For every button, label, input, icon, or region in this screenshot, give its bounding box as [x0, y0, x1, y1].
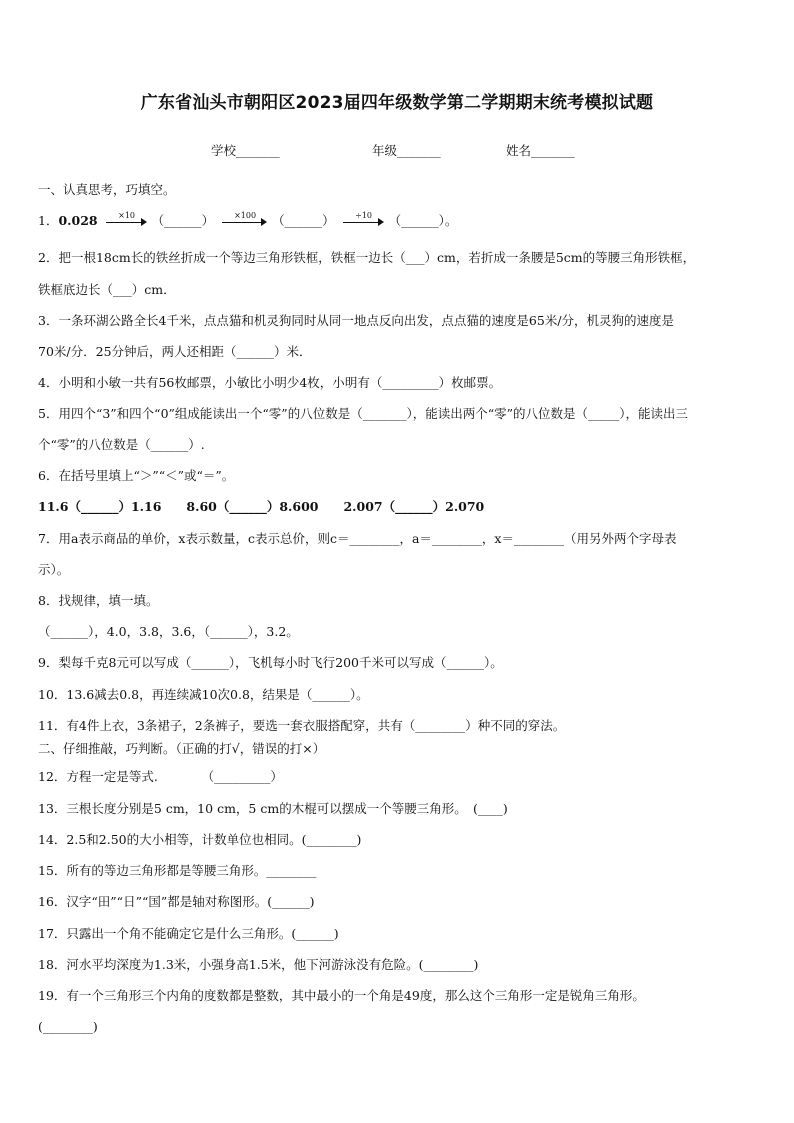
question-8-sequence: （______），4.0，3.8，3.6，（______），3.2。: [38, 624, 299, 639]
q1-blank-1[interactable]: （______）: [151, 213, 215, 228]
question-11: 11．有4件上衣，3条裙子，2条裤子，要选一套衣服搭配穿，共有（________）种不同的穿法。: [38, 718, 566, 733]
q1-number: 1．: [38, 213, 59, 228]
question-4: 4．小明和小敏一共有56枚邮票，小敏比小明少4枚，小明有（_________）枚邮票。: [38, 375, 502, 390]
q1-arrow3-label: ÷10: [355, 210, 373, 220]
exam-title: 广东省汕头市朝阳区2023届四年级数学第二学期期末统考模拟试题: [140, 93, 654, 113]
question-1: [38, 210, 458, 229]
question-16: 16．汉字“田”“日”“国”都是轴对称图形。(______): [38, 894, 315, 909]
question-14: 14．2.5和2.50的大小相等，计数单位也相同。(________): [38, 832, 362, 847]
question-17: 17．只露出一个角不能确定它是什么三角形。(______): [38, 926, 339, 941]
name-field[interactable]: 姓名_______: [506, 143, 575, 158]
question-12: 12．方程一定是等式. （_________）: [38, 769, 283, 784]
question-7-line-2: 示）。: [38, 562, 70, 577]
q1-start-value: 0.028: [58, 213, 98, 228]
q1-arrow2-label: ×100: [234, 210, 257, 220]
school-field[interactable]: 学校_______: [211, 143, 280, 158]
question-2-line-2: 铁框底边长（___）cm．: [38, 282, 176, 297]
q1-arrow1-label: ×10: [118, 210, 136, 220]
question-5-line-1: 5．用四个“3”和四个“0”组成能读出一个“零”的八位数是（_______），能读出两个“零”的八位数是（_____），能读出三: [38, 406, 688, 421]
section-2-heading: 二、仔细推敲，巧判断。（正确的打√，错误的打×）: [38, 741, 326, 756]
question-10: 10．13.6减去0.8，再连续减10次0.8，结果是（______）。: [38, 687, 369, 702]
question-7-line-1: 7．用a表示商品的单价，x表示数量，c表示总价，则c＝________，a＝________，x＝________（用另外两个字母表: [38, 531, 677, 546]
question-9: 9．梨每千克8元可以写成（______），飞机每小时飞行200千米可以写成（______）。: [38, 655, 503, 670]
question-19-line-2: (________): [38, 1019, 98, 1034]
question-15: 15．所有的等边三角形都是等腰三角形。________: [38, 863, 317, 878]
q1-blank-2[interactable]: （______）: [272, 213, 335, 228]
arrow-icon: [106, 210, 148, 229]
arrow-icon: [343, 210, 385, 229]
question-2-line-1: 2．把一根18cm长的铁丝折成一个等边三角形铁框，铁框一边长（___）cm，若折成一条腰是5cm的等腰三角形铁框，: [38, 250, 696, 265]
question-13: 13．三根长度分别是5 cm，10 cm，5 cm的木棍可以摆成一个等腰三角形。 (____): [38, 801, 508, 816]
question-19-line-1: 19．有一个三角形三个内角的度数都是整数，其中最小的一个角是49度，那么这个三角形一定是锐角三角形。: [38, 988, 645, 1003]
question-6: 6．在括号里填上“＞”“＜”或“＝”。: [38, 468, 235, 483]
grade-field[interactable]: 年级_______: [372, 143, 441, 158]
arrow-icon: [222, 210, 268, 229]
q1-blank-3[interactable]: （______）。: [388, 213, 458, 228]
question-6-items: 11.6（______）1.16 8.60（______）8.600 2.007（______）2.070: [38, 499, 485, 514]
question-5-line-2: 个“零”的八位数是（______）.: [38, 437, 205, 452]
question-18: 18．河水平均深度为1.3米，小强身高1.5米，他下河游泳没有危险。(________): [38, 957, 479, 972]
question-3-line-2: 70米/分．25分钟后，两人还相距（______）米．: [38, 344, 312, 359]
question-8: 8．找规律，填一填。: [38, 593, 159, 608]
section-1-heading: 一、认真思考，巧填空。: [38, 182, 176, 197]
question-3-line-1: 3．一条环湖公路全长4千米，点点猫和机灵狗同时从同一地点反向出发，点点猫的速度是65米/分，机灵狗的速度是: [38, 313, 675, 328]
